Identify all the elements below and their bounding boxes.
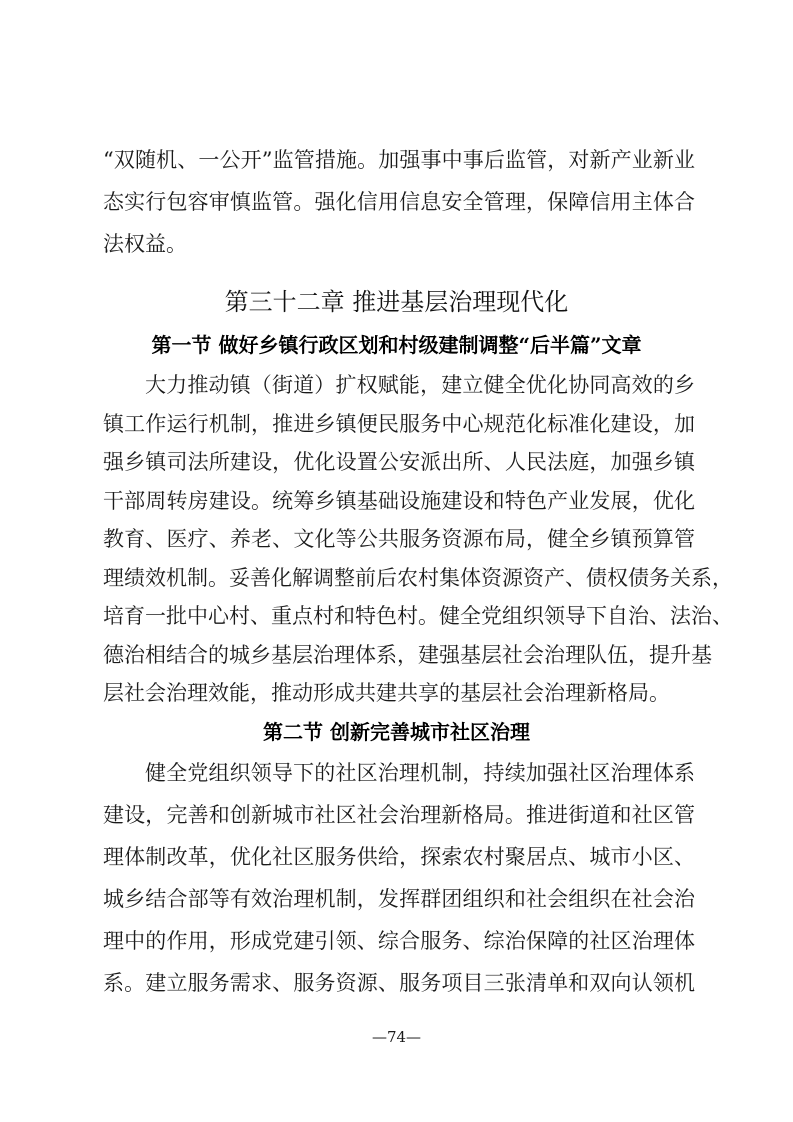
- paragraph-line: 强乡镇司法所建设，优化设置公安派出所、人民法庭，加强乡镇: [103, 450, 695, 474]
- paragraph-line: 建设，完善和创新城市社区社会治理新格局。推进街道和社区管: [103, 803, 695, 827]
- paragraph-line: 培育一批中心村、重点村和特色村。健全党组织领导下自治、法治、: [103, 604, 733, 628]
- paragraph-line: 理体制改革，优化社区服务供给，探索农村聚居点、城市小区、: [103, 845, 695, 869]
- chapter-title: 第三十二章 推进基层治理现代化: [224, 288, 569, 316]
- paragraph-line: 健全党组织领导下的社区治理机制，持续加强社区治理体系: [145, 761, 695, 785]
- page-number: —74—: [371, 1028, 422, 1046]
- intro-line: 态实行包容审慎监管。强化信用信息安全管理，保障信用主体合: [103, 190, 695, 214]
- intro-line: 法权益。: [103, 232, 187, 256]
- intro-line: “双随机、一公开”监管措施。加强事中事后监管，对新产业新业: [103, 148, 695, 172]
- paragraph-line: 德治相结合的城乡基层治理体系，建强基层社会治理队伍，提升基: [103, 642, 712, 667]
- section-heading: 第二节 创新完善城市社区治理: [263, 720, 530, 744]
- paragraph-line: 层社会治理效能，推动形成共建共享的基层社会治理新格局。: [103, 681, 670, 705]
- paragraph-line: 教育、医疗、养老、文化等公共服务资源布局，健全乡镇预算管: [103, 527, 695, 551]
- paragraph-line: 城乡结合部等有效治理机制，发挥群团组织和社会组织在社会治: [103, 887, 695, 911]
- paragraph-line: 干部周转房建设。统筹乡镇基础设施建设和特色产业发展，优化: [103, 488, 695, 513]
- paragraph-line: 理中的作用，形成党建引领、综合服务、综治保障的社区治理体: [103, 929, 695, 953]
- paragraph-line: 镇工作运行机制，推进乡镇便民服务中心规范化标准化建设，加: [103, 411, 695, 436]
- paragraph-line: 理绩效机制。妥善化解调整前后农村集体资源资产、债权债务关系，: [103, 565, 733, 590]
- paragraph-line: 系。建立服务需求、服务资源、服务项目三张清单和双向认领机: [103, 971, 695, 995]
- paragraph-line: 大力推动镇（街道）扩权赋能，建立健全优化协同高效的乡: [145, 373, 695, 397]
- section-heading: 第一节 做好乡镇行政区划和村级建制调整“后半篇”文章: [151, 333, 642, 357]
